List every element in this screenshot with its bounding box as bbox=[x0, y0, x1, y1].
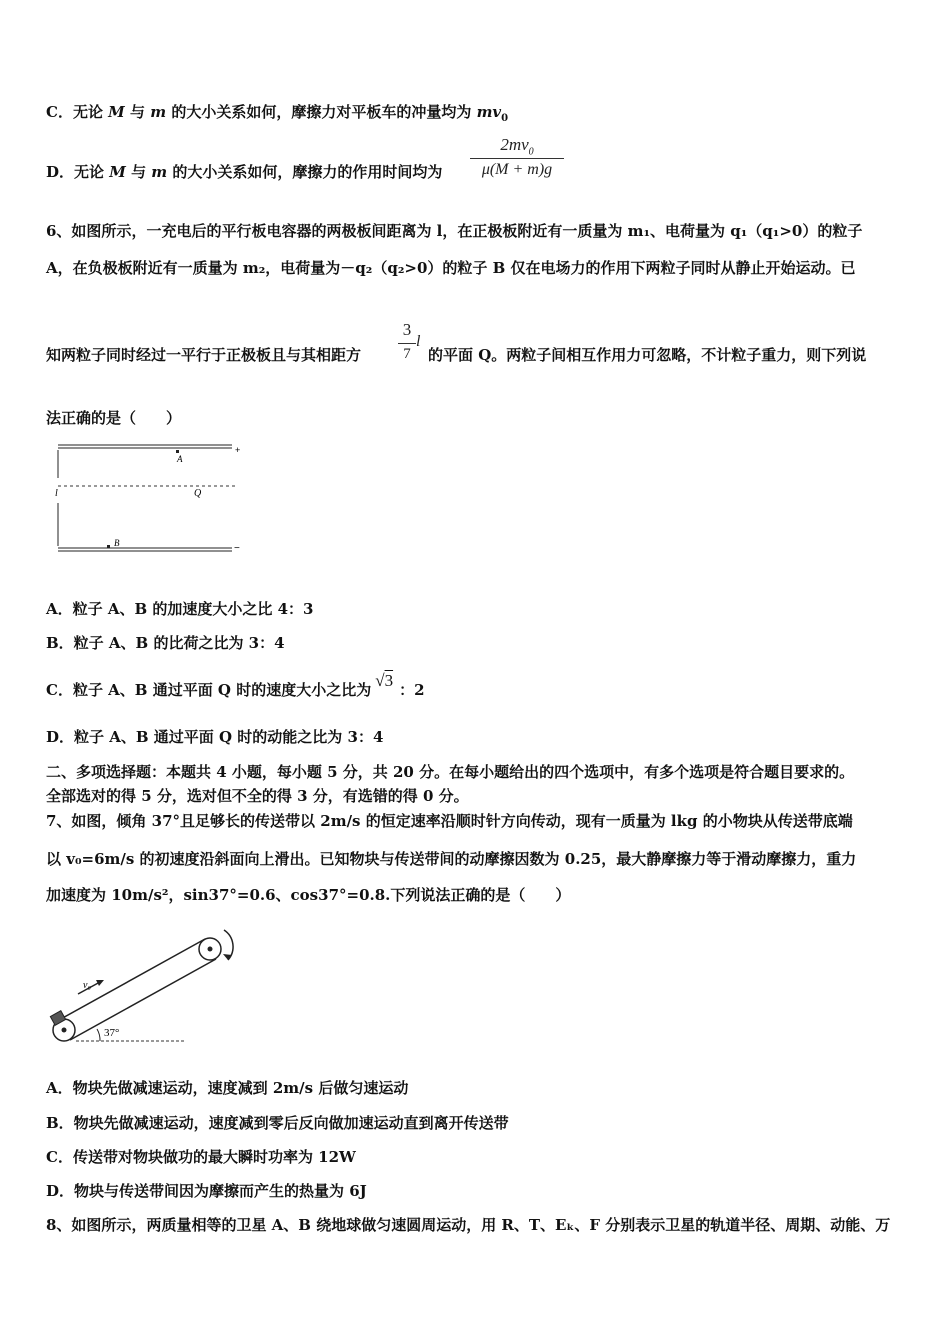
q7-option-b: B．物块先做减速运动，速度减到零后反向做加速运动直到离开传送带 bbox=[46, 1114, 509, 1132]
q6-frac-den: 7 bbox=[403, 346, 411, 362]
q6-frac-num: 3 bbox=[402, 320, 412, 339]
minus-label: − bbox=[234, 543, 240, 554]
sqrt-symbol: √3 bbox=[375, 671, 394, 690]
q5-c-m: m bbox=[150, 103, 167, 121]
q5-c-sub: 0 bbox=[501, 113, 509, 124]
A-label: A bbox=[177, 454, 183, 464]
q8-line1: 8、如图所示，两质量相等的卫星 A、B 绕地球做匀速圆周运动，用 R、T、Eₖ、F 分别表示卫星的轨道半径、周期、动能、万 bbox=[46, 1216, 891, 1234]
q7-line2: 以 v₀=6m/s 的初速度沿斜面向上滑出。已知物块与传送带间的动摩擦因数为 0.25，最大静摩擦力等于滑动摩擦力，重力 bbox=[46, 850, 857, 868]
Q-label: Q bbox=[194, 488, 202, 499]
q6-c-pre: C．粒子 A、B 通过平面 Q 时的速度大小之比为 bbox=[46, 681, 372, 699]
q5-d-num: 2mv bbox=[500, 135, 529, 154]
section2-line1: 二、多项选择题：本题共 4 小题，每小题 5 分，共 20 分。在每小题给出的四个选项中，有多个选项是符合题目要求的。 bbox=[46, 763, 855, 781]
q6-line1: 6、如图所示，一充电后的平行板电容器的两极板间距离为 l，在正极板附近有一质量为 m₁、电荷量为 q₁（q₁>0）的粒子 bbox=[46, 222, 863, 240]
q6-option-b: B．粒子 A、B 的比荷之比为 3：4 bbox=[46, 634, 285, 652]
capacitor-figure bbox=[46, 438, 246, 558]
conveyor-figure bbox=[44, 922, 244, 1050]
q6-option-c bbox=[46, 671, 425, 700]
q6-line2: A，在负极板附近有一质量为 m₂，电荷量为－q₂（q₂>0）的粒子 B 仅在电场力的作用下两粒子同时从静止开始运动。已 bbox=[46, 259, 856, 277]
q6-line3a: 知两粒子同时经过一平行于正极板且与其相距方 bbox=[46, 346, 362, 364]
B-label: B bbox=[114, 538, 120, 548]
l-label: l bbox=[55, 488, 58, 499]
fraction-bar bbox=[398, 343, 416, 344]
q5-d-m: m bbox=[151, 163, 168, 181]
v0-label: v₀ bbox=[83, 980, 91, 991]
q6-c-post: ：2 bbox=[399, 681, 425, 699]
q5-d-pre: D．无论 bbox=[46, 163, 110, 181]
q6-option-a: A．粒子 A、B 的加速度大小之比 4：3 bbox=[46, 600, 314, 618]
q5-d-num-sub: 0 bbox=[528, 146, 534, 158]
q6-option-d: D．粒子 A、B 通过平面 Q 时的动能之比为 3：4 bbox=[46, 728, 384, 746]
q7-line3: 加速度为 10m/s²，sin37°=0.6、cos37°=0.8.下列说法正确的是（ ） bbox=[46, 886, 571, 904]
q7-option-d: D．物块与传送带间因为摩擦而产生的热量为 6J bbox=[46, 1182, 367, 1200]
plus-label: + bbox=[235, 445, 241, 455]
fraction-bar bbox=[470, 158, 564, 159]
q5-c-val: mv bbox=[476, 103, 502, 121]
section2-line2: 全部选对的得 5 分，选对但不全的得 3 分，有选错的得 0 分。 bbox=[46, 787, 469, 805]
q5-d-mid: 与 bbox=[125, 163, 152, 181]
q6-line3b: 的平面 Q。两粒子间相互作用力可忽略，不计粒子重力，则下列说 bbox=[428, 346, 867, 364]
q7-option-a: A．物块先做减速运动，速度减到 2m/s 后做匀速运动 bbox=[46, 1079, 409, 1097]
q5-d-den: μ(M + m)g bbox=[481, 161, 553, 178]
q7-option-c: C．传送带对物块做功的最大瞬时功率为 12W bbox=[46, 1148, 356, 1166]
q6-fraction bbox=[398, 320, 416, 370]
q5-c-post: 的大小关系如何，摩擦力对平板车的冲量均为 bbox=[166, 103, 477, 121]
q5-option-c bbox=[46, 102, 508, 129]
q5-option-d bbox=[46, 162, 442, 182]
q6-frac-l: l bbox=[416, 333, 421, 350]
angle-label: 37° bbox=[104, 1027, 120, 1039]
q7-line1: 7、如图，倾角 37°且足够长的传送带以 2m/s 的恒定速率沿顺时针方向传动，现有一质量为 lkg 的小物块从传送带底端 bbox=[46, 812, 853, 830]
q6-line4: 法正确的是（ ） bbox=[46, 409, 182, 427]
q5-d-fraction bbox=[470, 133, 564, 187]
q5-c-pre: C．无论 bbox=[46, 103, 109, 121]
q5-d-post: 的大小关系如何，摩擦力的作用时间均为 bbox=[167, 163, 443, 181]
q5-d-M: M bbox=[109, 163, 126, 181]
q5-c-mid: 与 bbox=[124, 103, 151, 121]
q5-c-M: M bbox=[108, 103, 125, 121]
sqrt-value: 3 bbox=[384, 671, 394, 690]
